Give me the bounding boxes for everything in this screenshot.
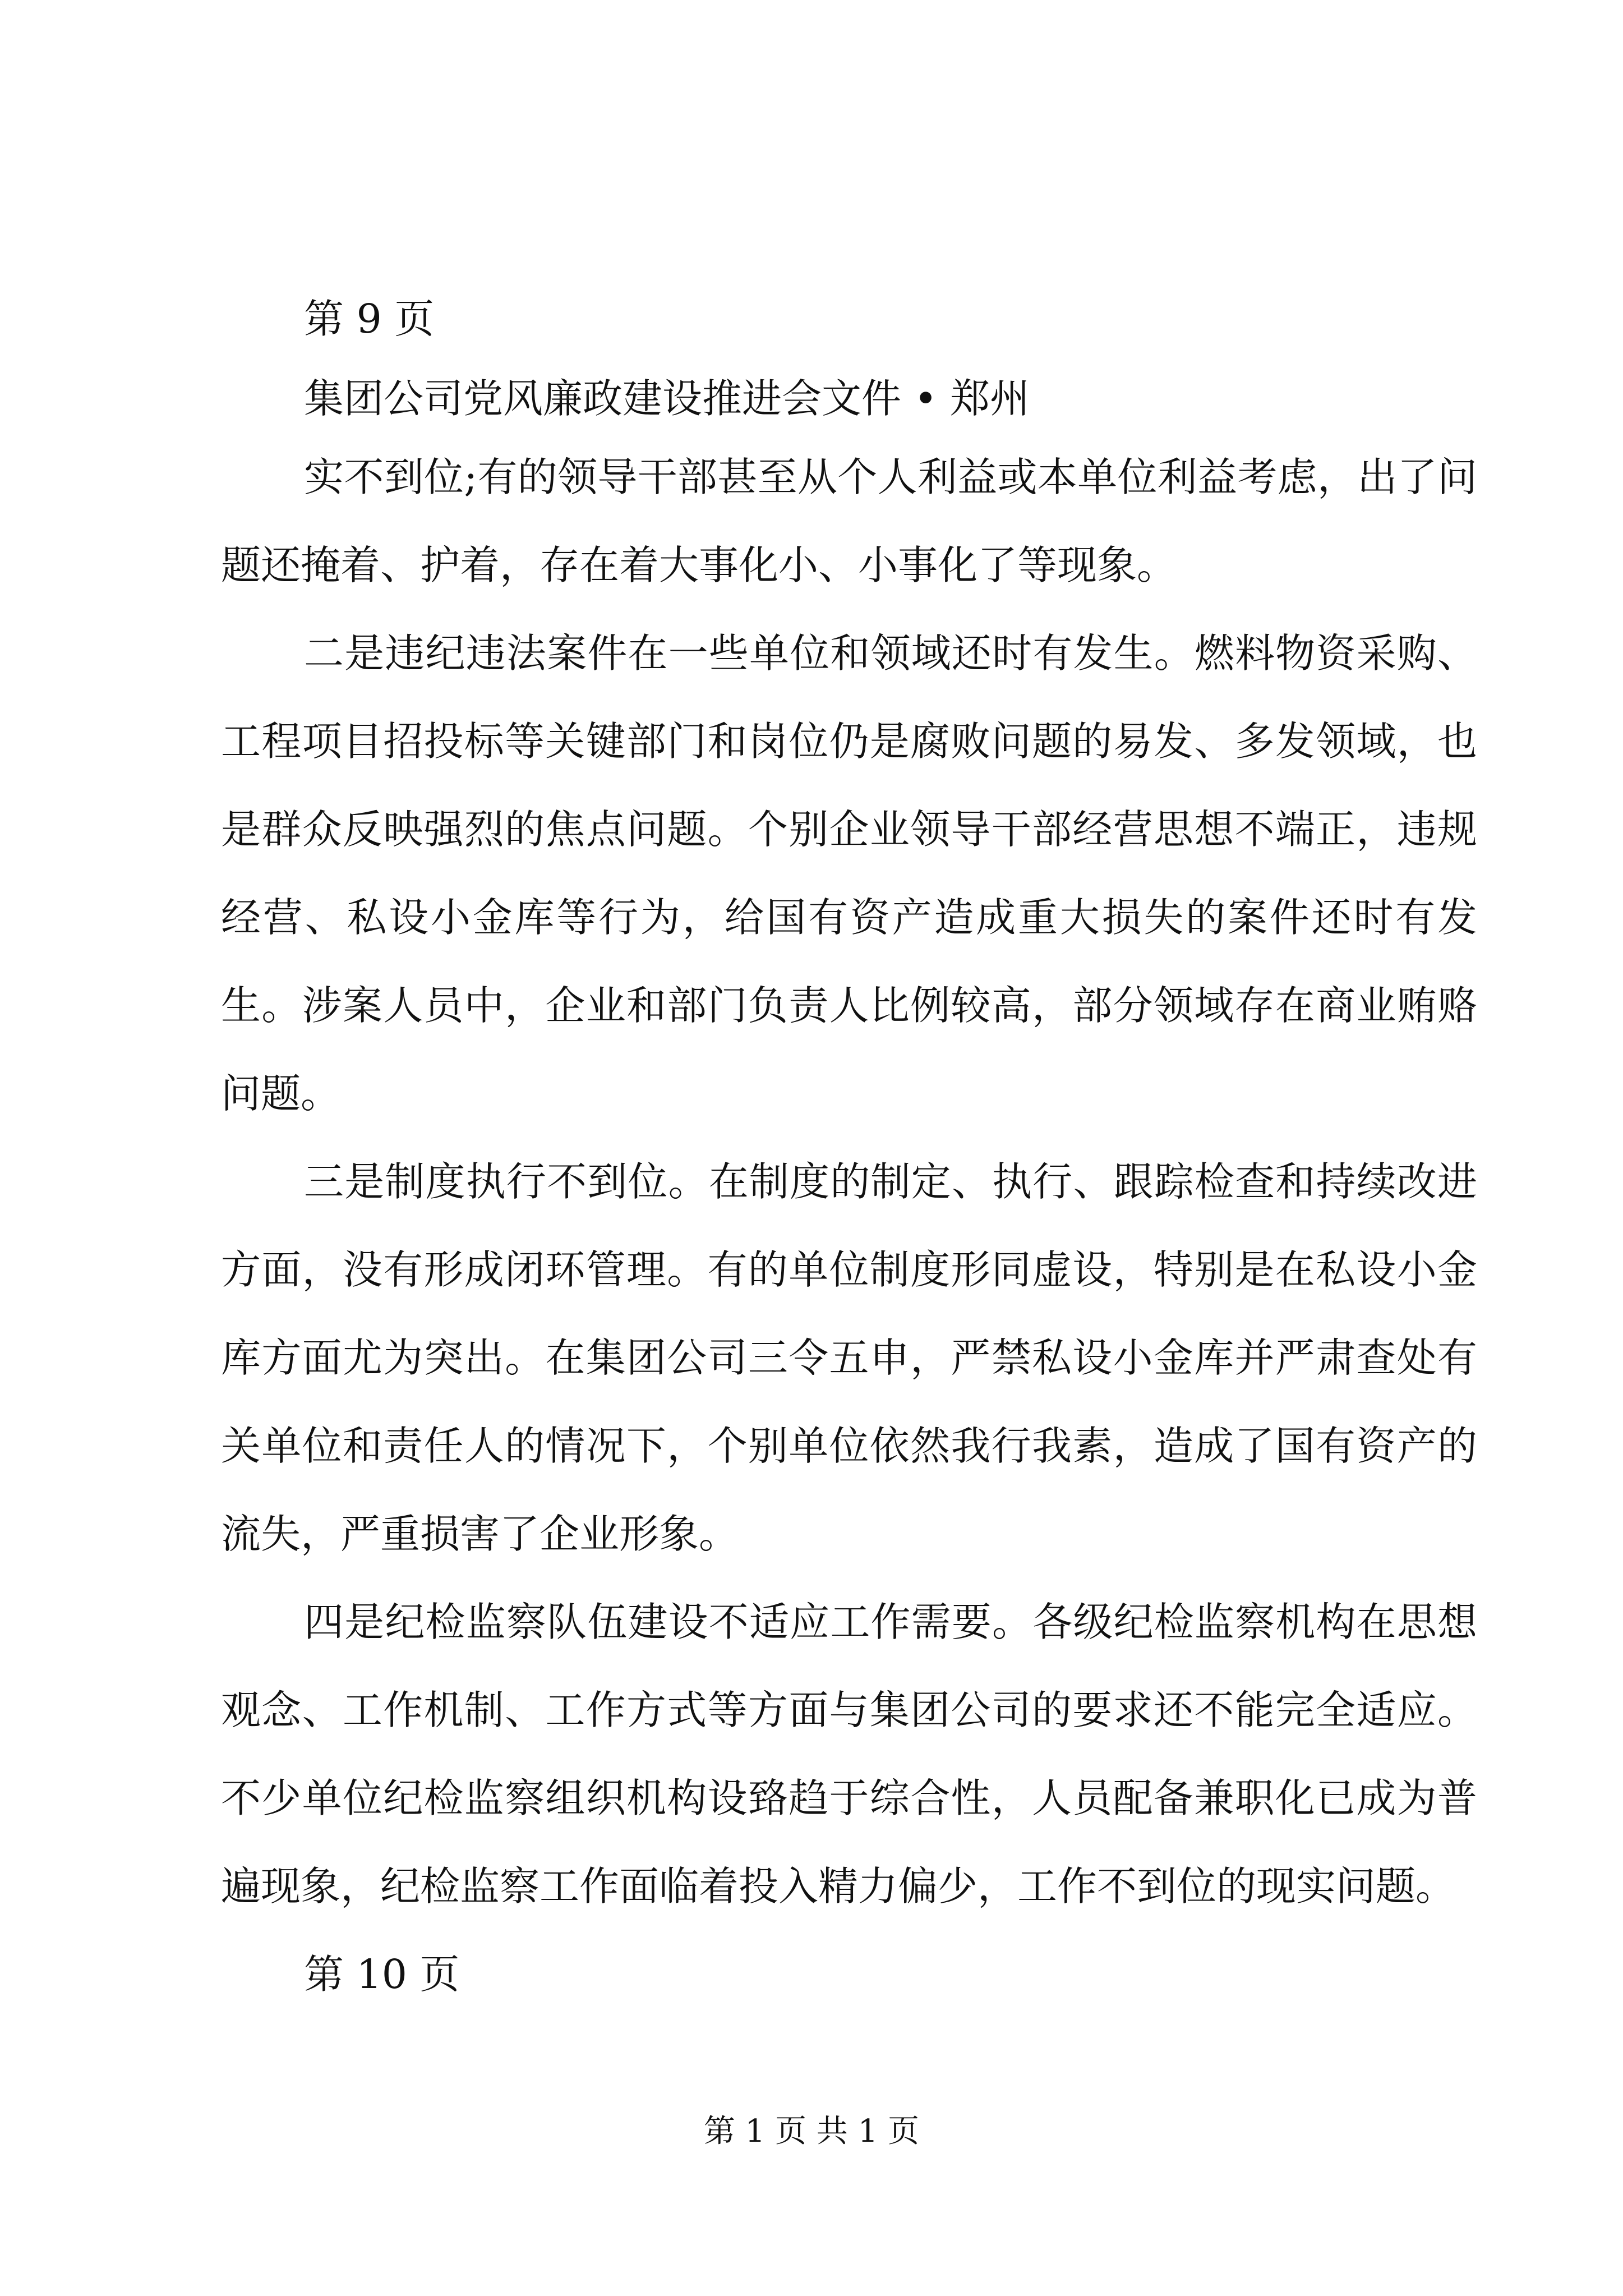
- paragraph-4: 四是纪检监察队伍建设不适应工作需要。各级纪检监察机构在思想观念、工作机制、工作方式等方面与集团公司的要求还不能完全适应。不少单位纪检监察组织机构设臵趋于综合性，人员配备兼职化已成为普遍现象，纪检监察工作面临着投入精力偏少，工作不到位的现实问题。: [221, 1599, 1477, 1910]
- paragraph-2: 二是违纪违法案件在一些单位和领域还时有发生。燃料物资采购、工程项目招投标等关键部门和岗位仍是腐败问题的易发、多发领域，也是群众反映强烈的焦点问题。个别企业领导干部经营思想不端正，违规经营、私设小金库等行为，给国有资产造成重大损失的案件还时有发生。涉案人员中，企业和部门负责人比例较高，部分领域存在商业贿赂问题。: [221, 630, 1477, 1117]
- document-body: [221, 297, 1477, 1996]
- page-footer: 第 1 页 共 1 页: [703, 2113, 920, 2150]
- document-title: 集团公司党风廉政建设推进会文件 • 郑州: [304, 375, 1030, 422]
- page-marker-bottom: 第 10 页: [304, 1951, 460, 1998]
- paragraph-1: 实不到位;有的领导干部甚至从个人利益或本单位利益考虑，出了问题还掩着、护着，存在着大事化小、小事化了等现象。: [221, 454, 1477, 588]
- page-marker-top: 第 9 页: [304, 296, 435, 342]
- paragraph-3: 三是制度执行不到位。在制度的制定、执行、跟踪检查和持续改进方面，没有形成闭环管理。有的单位制度形同虚设，特别是在私设小金库方面尤为突出。在集团公司三令五申，严禁私设小金库并严肃查处有关单位和责任人的情况下，个别单位依然我行我素，造成了国有资产的流失，严重损害了企业形象。: [221, 1158, 1477, 1557]
